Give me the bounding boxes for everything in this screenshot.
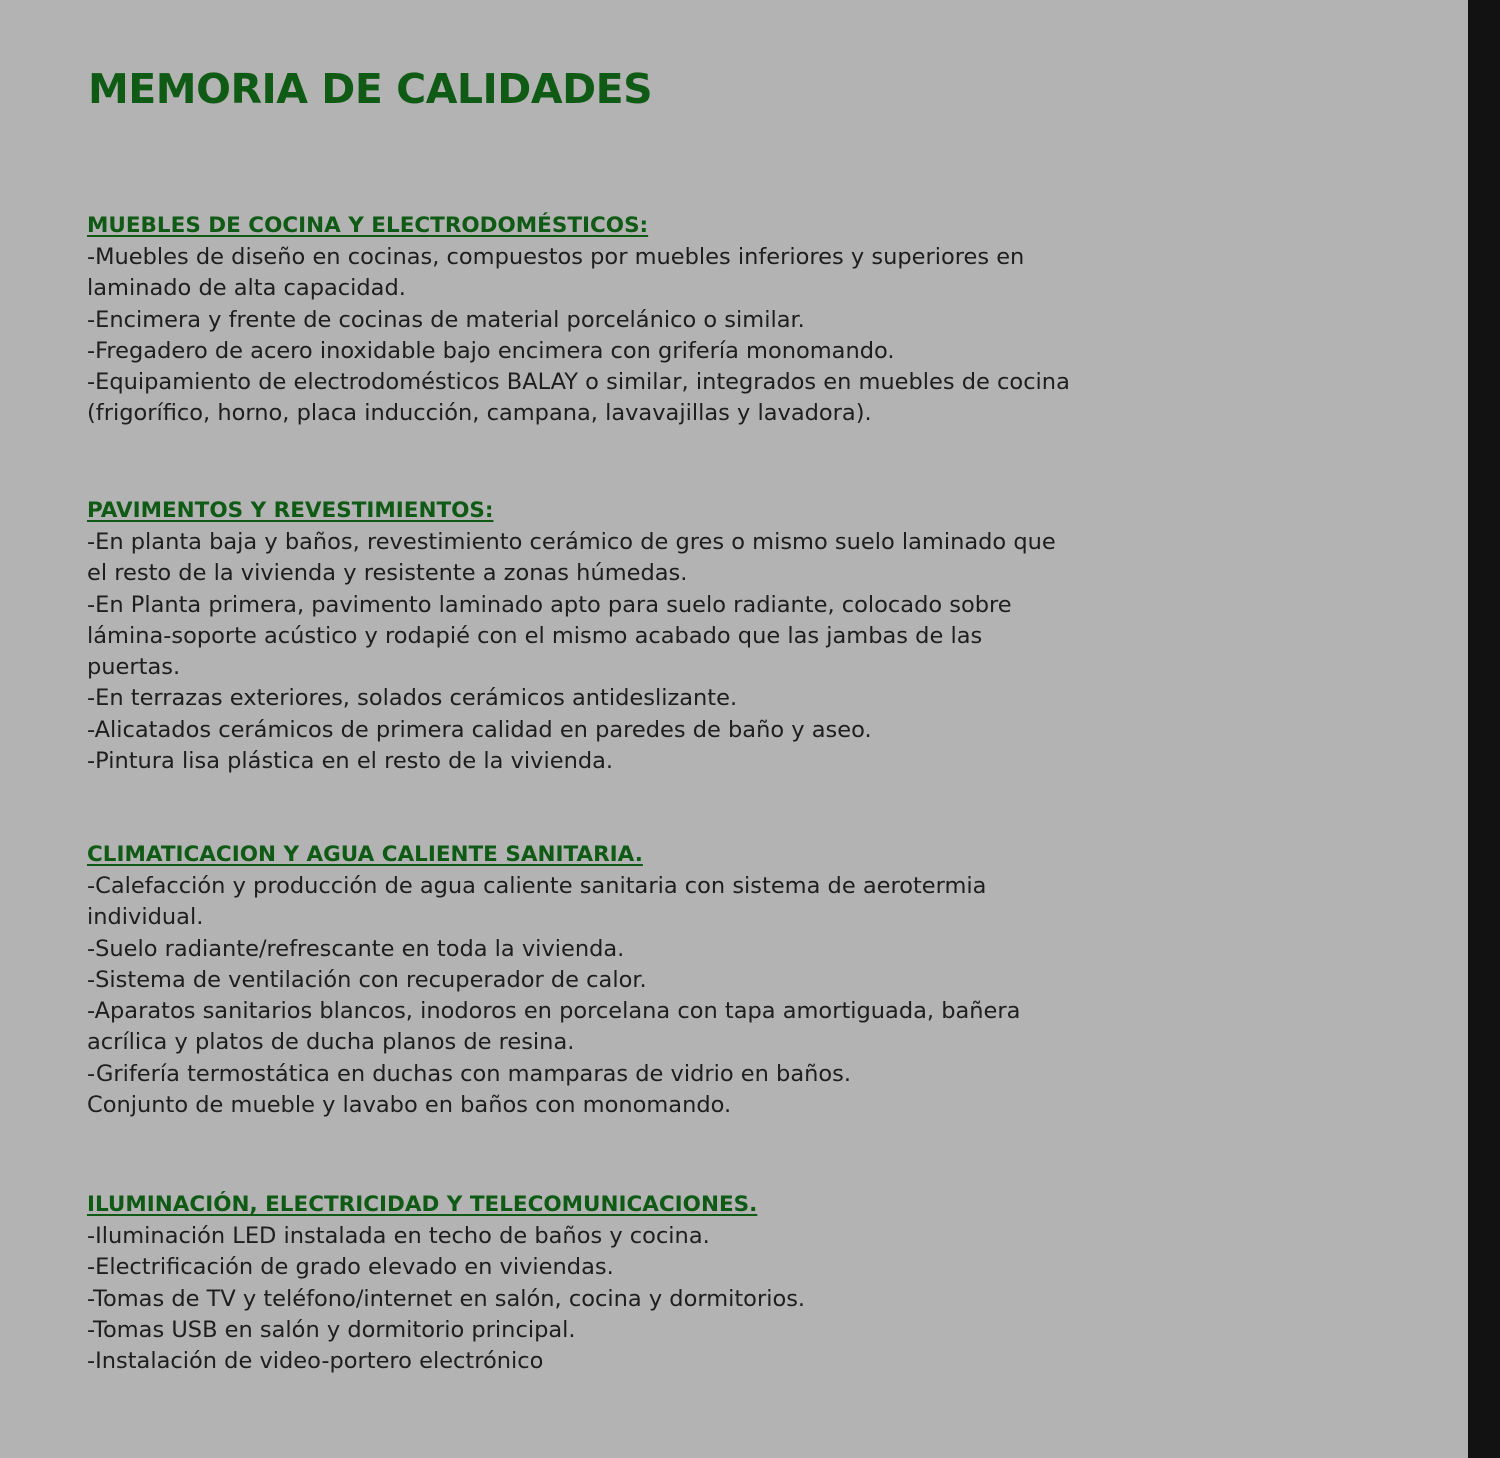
text-line: -Muebles de diseño en cocinas, compuestos por muebles inferiores y superiores en <box>87 244 1025 270</box>
text-line: -En Planta primera, pavimento laminado apto para suelo radiante, colocado sobre <box>87 591 1012 618</box>
text-line: -En terrazas exteriores, solados cerámicos antideslizante. <box>87 685 738 712</box>
text-line: -Aparatos sanitarios blancos, inodoros en porcelana con tapa amortiguada, bañera <box>87 998 1021 1025</box>
text-line: -Calefacción y producción de agua caliente sanitaria con sistema de aerotermia <box>87 873 987 899</box>
text-line: puertas. <box>87 654 181 681</box>
section-heading-climate: CLIMATICACION Y AGUA CALIENTE SANITARIA. <box>87 842 643 867</box>
dark-edge-strip <box>1468 0 1500 1458</box>
text-line: -Iluminación LED instalada en techo de baños y cocina. <box>87 1223 710 1249</box>
text-line: -Encimera y frente de cocinas de material porcelánico o similar. <box>87 306 805 333</box>
page-title: MEMORIA DE CALIDADES <box>88 65 653 113</box>
text-line: -Tomas de TV y teléfono/internet en salón, cocina y dormitorios. <box>87 1285 806 1312</box>
text-line: -Grifería termostática en duchas con mamparas de vidrio en baños. <box>87 1060 852 1087</box>
text-line: acrílica y platos de ducha planos de resina. <box>87 1029 575 1056</box>
text-line: -Sistema de ventilación con recuperador de calor. <box>87 966 647 993</box>
text-line: individual. <box>87 904 204 931</box>
text-line: -Alicatados cerámicos de primera calidad en paredes de baño y aseo. <box>87 716 872 743</box>
text-line: -Instalación de video-portero electrónico <box>87 1348 544 1375</box>
section-heading-lighting: ILUMINACIÓN, ELECTRICIDAD Y TELECOMUNICACIONES. <box>87 1192 758 1217</box>
section-kitchen <box>87 211 1237 430</box>
section-flooring <box>87 496 1237 777</box>
text-line: -Equipamiento de electrodomésticos BALAY o similar, integrados en muebles de cocina <box>87 369 1070 396</box>
section-heading-flooring: PAVIMENTOS Y REVESTIMIENTOS: <box>87 498 494 523</box>
text-line: lámina-soporte acústico y rodapié con el mismo acabado que las jambas de las <box>87 622 983 649</box>
section-heading-kitchen: MUEBLES DE COCINA Y ELECTRODOMÉSTICOS: <box>87 213 649 238</box>
text-line: -Fregadero de acero inoxidable bajo encimera con grifería monomando. <box>87 337 895 364</box>
text-line: (frigorífico, horno, placa inducción, campana, lavavajillas y lavadora). <box>87 400 872 427</box>
text-line: Conjunto de mueble y lavabo en baños con monomando. <box>87 1092 732 1119</box>
text-line: -Pintura lisa plástica en el resto de la vivienda. <box>87 748 614 775</box>
section-climate <box>87 840 1237 1121</box>
text-line: -Suelo radiante/refrescante en toda la vivienda. <box>87 935 625 962</box>
text-line: laminado de alta capacidad. <box>87 275 406 302</box>
text-line: -En planta baja y baños, revestimiento cerámico de gres o mismo suelo laminado que <box>87 529 1056 555</box>
text-line: el resto de la vivienda y resistente a zonas húmedas. <box>87 560 688 587</box>
text-line: -Tomas USB en salón y dormitorio principal. <box>87 1316 576 1343</box>
section-lighting <box>87 1190 1237 1377</box>
text-line: -Electrificación de grado elevado en viviendas. <box>87 1254 614 1281</box>
